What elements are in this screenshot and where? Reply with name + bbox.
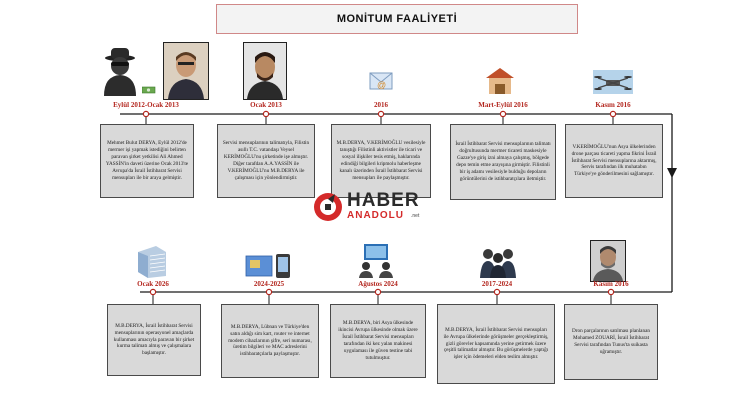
spy-icon (100, 44, 140, 96)
building-icon (134, 244, 168, 278)
logo-text-sub: ANADOLU (347, 210, 404, 221)
event-box (100, 124, 194, 198)
event-box (437, 304, 555, 384)
event-text: Dron parçalarının satılması planlanan Mohamed ZOUARİ, İsrail İstihbarat Servisi tarafından Tunus'ta suikasta uğramıştır. (572, 328, 650, 355)
event-text: İsrail İstihbarat Servisi mensuplarının talimatı doğrultusunda mermer ticareti maskesiyle Gazze'ye giriş izni almaya çalışmış, bölgede depo temin etme arayışına girmiştir. Filistinli bir iş adamı vesilesiyle bulduğu depoların görüntülerini de istihbaratçılara iletmiştir. (455, 141, 551, 182)
event-text: M.B.DERYA, Lübnan ve Türkiye'den satın aldığı sim kart, router ve internet modem cihazlarının şifre, seri numarası, üretim bilgileri ve MAC adreslerini istihbaratçılarla paylaşmıştır. (228, 323, 312, 358)
man-portrait-icon (590, 240, 626, 282)
timeline-arrow (667, 168, 677, 178)
event-text: M.B.DERYA, V.KERİMOĞLU vesilesiyle tanıştığı Filistinli aktivistler ile ticari ve sosyal ilişkiler tesis etmiş, haklarında edindiği bilgileri kripmolu haberleşme kanalı üzerinden İsrail İstihbarat Servisi mensupları ile paylaşmıştır. (336, 140, 426, 181)
event-box (330, 304, 426, 378)
event-text: Servisi mensuplarının talimatıyla, Filistin asıllı T.C. vatandaşı Veysel KERİMOĞLU'nu şirketinde işe almıştır. Diğer tarafdan A.A.YASSİN ile V.KERİMOĞLU'nu M.B.DERYA ile çalışması için yönlendirmiştir. (222, 140, 310, 181)
event-text: M.B.DERYA, İsrail İstihbarat Servisi mensuplarının operasyonel amaçlarda kullanması amacıyla paravan bir şirket kurma talimatı almış ve çalışmalara başlamıştır. (113, 322, 195, 357)
logo-text-suffix: .net (411, 213, 420, 219)
event-date-label: Kasım 2016 (595, 101, 631, 109)
event-date-label: 2017-2024 (481, 280, 513, 288)
event-box (331, 124, 431, 198)
event-date-label: 2024-2025 (253, 280, 285, 288)
event-date-label: Ocak 2013 (250, 101, 282, 109)
timeline-dot (143, 111, 148, 116)
timeline-dot (610, 111, 615, 116)
page-title: MONİTUM FAALİYETİ (336, 13, 458, 25)
timeline-dot (608, 289, 613, 294)
timeline-dot (263, 111, 268, 116)
warehouse-icon (484, 66, 516, 96)
timeline-dot (500, 111, 505, 116)
event-date-label: Ağustos 2024 (358, 280, 398, 288)
event-text: V.KERİMOĞLU'nun Asya ülkelerinden drone parçası ticareti yapma fikrini İsrail İstihbarat Servisi mensuplarına aktarmış, Servis tarafından ilk muhatabın Türkiye'ye gönderilmesini sağlamıştır. (571, 143, 657, 178)
timeline-dot (494, 289, 499, 294)
event-box (217, 124, 315, 198)
timeline-dot (266, 289, 271, 294)
meeting-icon (358, 244, 394, 278)
event-box (450, 124, 556, 200)
event-date-label: Ocak 2026 (137, 280, 169, 288)
event-date-label: Kasım 2016 (593, 280, 629, 288)
event-text: M.B.DERYA, biri Asya ülkesinde ikincisi Avrupa ülkesinde olmak üzere İsrail İstihbarat Servisi mensupları tarafından iki kez yalan makinesi uygulaması ile güven testine tabi tutulmuştur. (338, 320, 418, 361)
agents-icon (478, 244, 518, 278)
event-date-label: Mart-Eylül 2016 (478, 101, 528, 109)
event-date-label: Eylül 2012-Ocak 2013 (113, 101, 179, 109)
timeline-dot (375, 289, 380, 294)
event-box (565, 124, 663, 198)
timeline-dot (378, 111, 383, 116)
event-box (221, 304, 319, 378)
portrait-icon (163, 42, 209, 100)
money-icon (142, 86, 156, 94)
event-text: M.B.DERYA, İsrail İstihbarat Servisi mensupları ile Avrupa ülkelerinde görüşmeler gerçekleştirmiş, gizli görevler kapsamında yerine getirmek üzere çeşitli talimatlar almıştır. Bu görüşmelerde yaptığı işler için ödemeleri elden teslim almıştır. (443, 326, 549, 361)
event-box (564, 304, 658, 380)
event-text: Mehmet Bulut DERYA, Eylül 2012'de mermer işi yapmak istediğini belirten paravan şirket yetkilisi Ali Ahmed YASSİN'in daveti üzerine Ocak 2013'te Avrupa'da İsrail İstihbarat Servisi mensupları ile bir araya gelmiştir. (105, 140, 189, 181)
logo-text-main: HABER (347, 190, 420, 211)
svg-text:@: @ (377, 80, 387, 90)
event-date-label: 2016 (374, 101, 388, 109)
event-box (107, 304, 201, 376)
logo-mark-icon (313, 192, 345, 222)
timeline-dot (150, 289, 155, 294)
drone-icon (593, 70, 633, 94)
portrait-icon (243, 42, 287, 100)
email-icon (369, 72, 393, 90)
haber-anadolu-logo (313, 190, 433, 224)
simcard-icon (245, 254, 293, 278)
